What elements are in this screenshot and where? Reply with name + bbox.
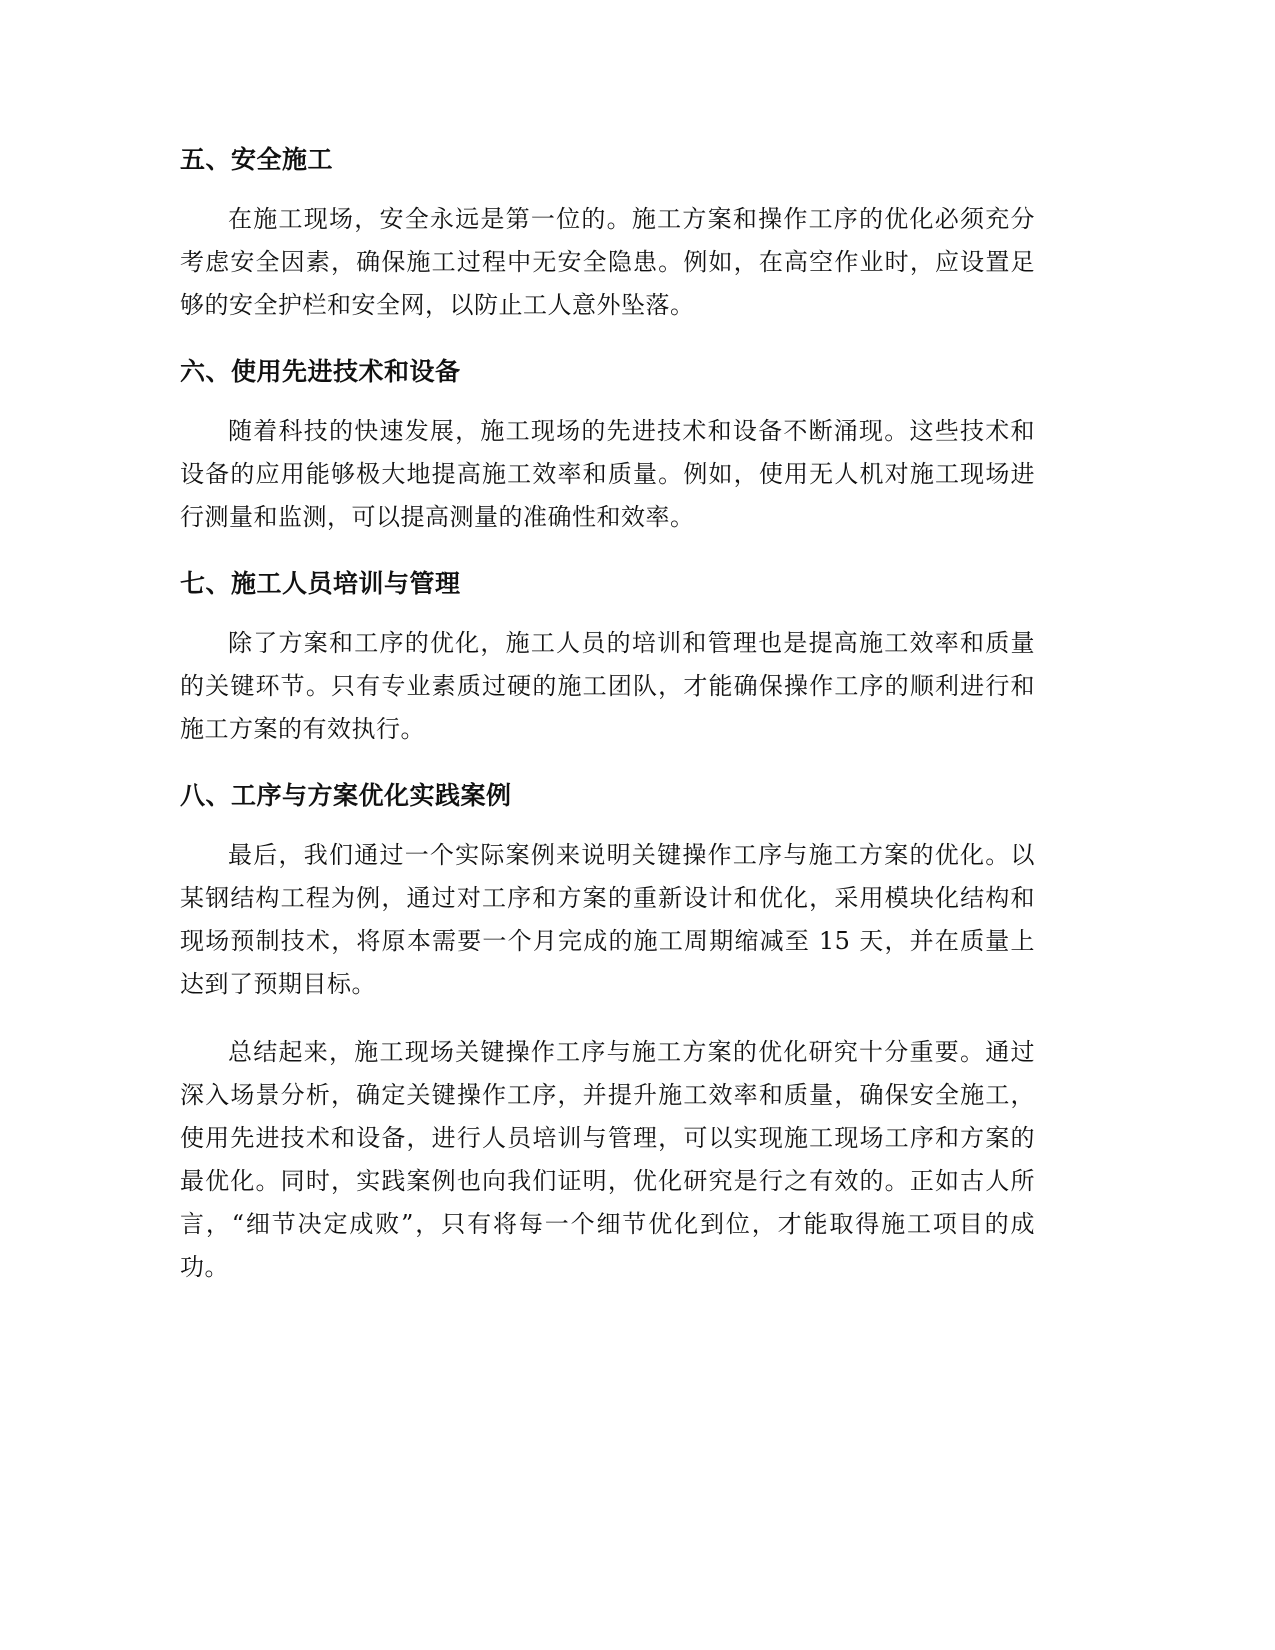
section-safety (180, 140, 1035, 327)
section-paragraph: 在施工现场，安全永远是第一位的。施工方案和操作工序的优化必须充分考虑安全因素，确保施工过程中无安全隐患。例如，在高空作业时，应设置足够的安全护栏和安全网，以防止工人意外坠落。 (180, 205, 1035, 319)
section-paragraph: 除了方案和工序的优化，施工人员的培训和管理也是提高施工效率和质量的关键环节。只有专业素质过硬的施工团队，才能确保操作工序的顺利进行和施工方案的有效执行。 (180, 629, 1035, 743)
section-heading: 八、工序与方案优化实践案例 (180, 781, 512, 810)
section-paragraph: 最后，我们通过一个实际案例来说明关键操作工序与施工方案的优化。以某钢结构工程为例，通过对工序和方案的重新设计和优化，采用模块化结构和现场预制技术，将原本需要一个月完成的施工周期缩减至 15 天，并在质量上达到了预期目标。 (180, 841, 1035, 998)
section-heading: 七、施工人员培训与管理 (180, 569, 461, 598)
section-advanced-technology (180, 352, 1035, 539)
section-heading: 六、使用先进技术和设备 (180, 357, 461, 386)
section-staff-training (180, 564, 1035, 751)
document-page (180, 140, 1035, 1314)
conclusion-paragraph: 总结起来，施工现场关键操作工序与施工方案的优化研究十分重要。通过深入场景分析，确定关键操作工序，并提升施工效率和质量，确保安全施工，使用先进技术和设备，进行人员培训与管理，可以实现施工现场工序和方案的最优化。同时，实践案例也向我们证明，优化研究是行之有效的。正如古人所言，“细节决定成败”，只有将每一个细节优化到位，才能取得施工项目的成功。 (180, 1038, 1035, 1281)
section-paragraph: 随着科技的快速发展，施工现场的先进技术和设备不断涌现。这些技术和设备的应用能够极大地提高施工效率和质量。例如，使用无人机对施工现场进行测量和监测，可以提高测量的准确性和效率。 (180, 417, 1035, 531)
section-heading: 五、安全施工 (180, 145, 334, 174)
section-practice-case (180, 776, 1035, 1289)
